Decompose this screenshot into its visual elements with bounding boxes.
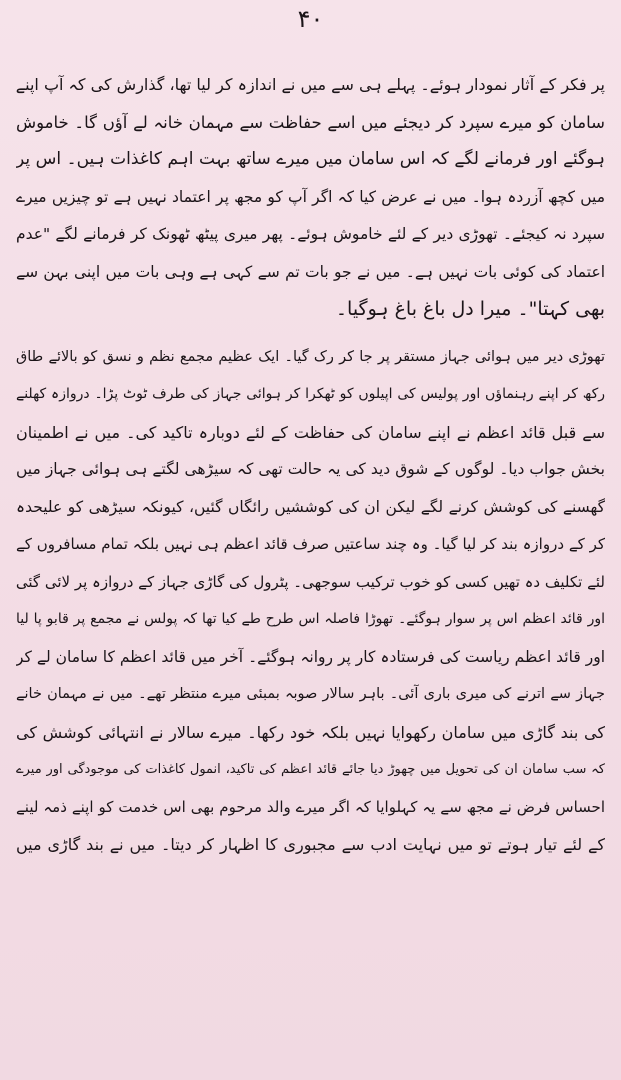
page-number: ۴۰ xyxy=(297,5,324,33)
text-line: اور قائد اعظم اس پر سوار ہوگئے۔ تھوڑا فاصلہ اس طرح طے کیا تھا کہ پولس نے مجمع پر قابو پا لیا xyxy=(16,611,605,627)
text-line: کہ سب سامان ان کی تحویل میں چھوڑ دیا جائے قائد اعظم کی تاکید، انمول کاغذات کی موجودگی اور میرے xyxy=(16,762,605,777)
text-line: گھسنے کی کوشش کرنے لگے لیکن ان کی کوششیں رائگاں گئیں، کیونکہ سیڑھی کو علیحدہ xyxy=(16,497,605,516)
text-line: لئے تکلیف دہ تھیں کسی کو خوب ترکیب سوجھی۔ پٹرول کی گاڑی جہاز کے دروازہ پر لائی گئی xyxy=(16,572,605,591)
text-line: پر فکر کے آثار نمودار ہوئے۔ پہلے ہی سے میں نے اندازہ کر لیا تھا، گذارش کی کہ آپ اپنے xyxy=(16,75,605,94)
text-line: رکھ کر اپنے رہنماؤں اور پولیس کی اپیلوں کو ٹھکرا کر ہوائی جہاز کی طرف ٹوٹ پڑا۔ دروازہ کھلنے xyxy=(16,386,605,402)
text-line: سے قبل قائد اعظم نے اپنے سامان کی حفاظت کے لئے دوبارہ تاکید کی۔ میں نے اطمینان xyxy=(16,422,605,442)
text-line: کے لئے تیار ہوتے تو میں نہایت ادب سے مجبوری کا اظہار کر دیتا۔ میں نے بند گاڑی میں xyxy=(16,835,605,854)
text-line: احساس فرض نے مجھ سے یہ کہلوایا کہ اگر میرے والد مرحوم بھی اس خدمت کو اپنے ذمہ لینے xyxy=(16,797,605,816)
text-line: میں کچھ آزردہ ہوا۔ میں نے عرض کیا کہ اگر آپ کو مجھ پر اعتماد نہیں ہے تو چیزیں میرے xyxy=(16,187,605,206)
text-line: کی بند گاڑی میں سامان رکھوایا نہیں بلکہ خود رکھا۔ میرے سالار نے انتہائی کوشش کی xyxy=(16,722,605,742)
text-line: اعتماد کی کوئی بات نہیں ہے۔ میں نے جو بات تم سے کہی ہے وہی بات میں اپنی بہن سے xyxy=(16,262,605,281)
text-line: سامان کو میرے سپرد کر دیجئے میں اسے حفاظت سے مہمان خانہ لے آؤں گا۔ خاموش xyxy=(16,112,605,132)
text-line: بھی کہتا"۔ میرا دل باغ باغ ہوگیا۔ xyxy=(335,298,605,320)
text-line: بخش جواب دیا۔ لوگوں کے شوق دید کی یہ حالت تھی کہ سیڑھی لگتے ہی ہوائی جہاز میں xyxy=(16,460,605,478)
page-text xyxy=(16,66,605,864)
text-line: سپرد نہ کیجئے۔ تھوڑی دیر کے لئے خاموش ہوئے۔ پھر میری پیٹھ ٹھونک کر فرمانے لگے "عدم xyxy=(16,225,605,243)
text-line: کر کے دروازہ بند کر لیا گیا۔ وہ چند ساعتیں صرف قائد اعظم ہی نہیں بلکہ تمام مسافروں کے xyxy=(16,535,605,553)
text-line: جہاز سے اترنے کی میری باری آئی۔ باہر سالار صوبہ بمبئی میرے منتظر تھے۔ میں نے مہمان خانے xyxy=(16,686,605,702)
text-line: تھوڑی دیر میں ہوائی جہاز مستقر پر جا کر رک گیا۔ ایک عظیم مجمع نظم و نسق کو بالائے طاق xyxy=(16,348,605,365)
paragraph-1 xyxy=(16,66,605,329)
text-line: اور قائد اعظم ریاست کی فرستادہ کار پر روانہ ہوگئے۔ آخر میں قائد اعظم کا سامان لے کر xyxy=(16,647,605,666)
paragraph-2 xyxy=(16,339,605,864)
text-line: ہوگئے اور فرمانے لگے کہ اس سامان میں میرے ساتھ بہت اہم کاغذات ہیں۔ اس پر xyxy=(16,149,605,169)
